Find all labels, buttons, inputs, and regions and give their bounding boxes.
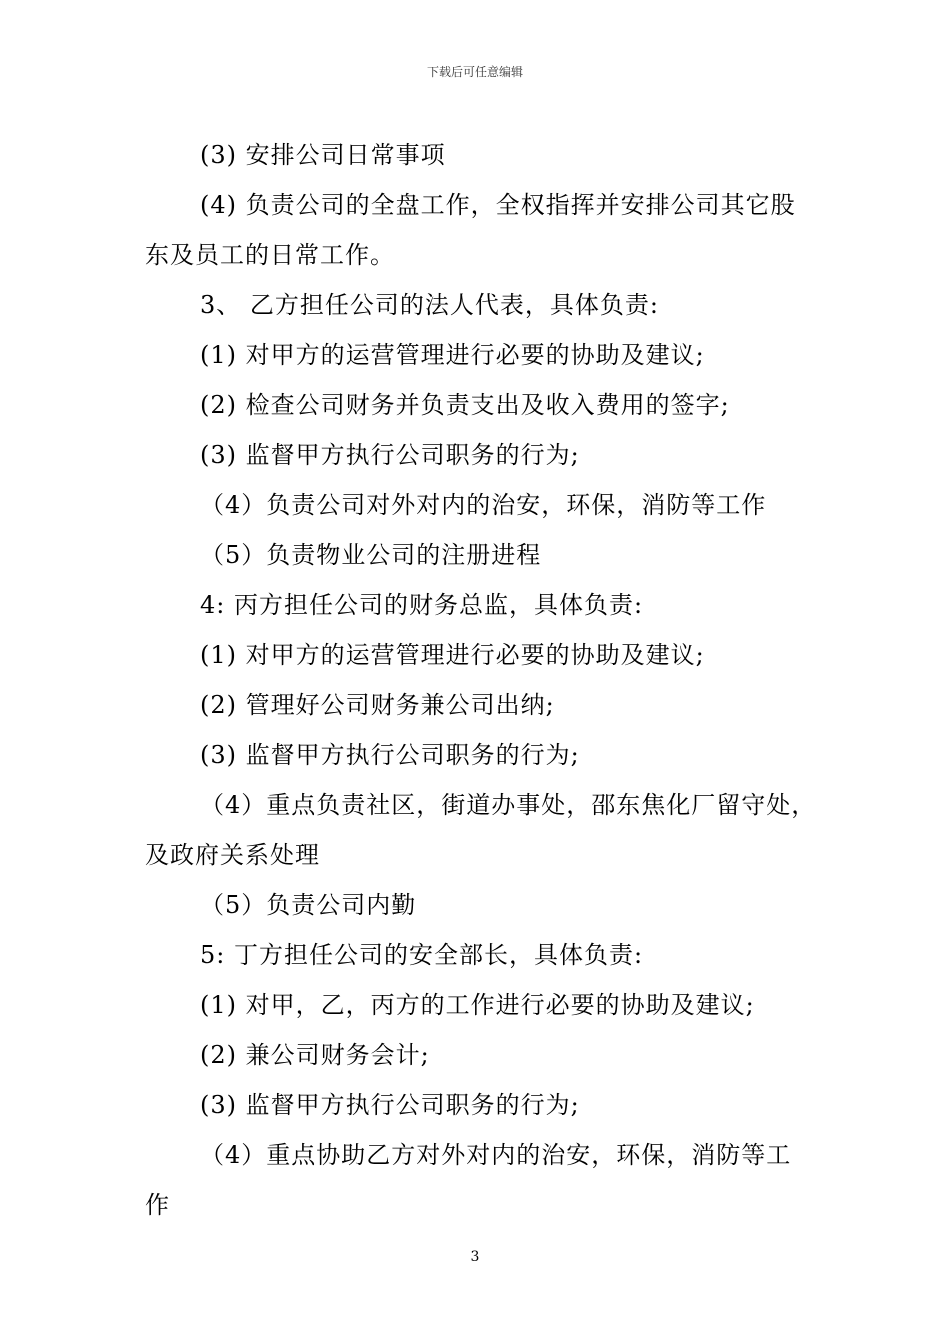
paragraph-line: (2) 兼公司财务会计;: [200, 1041, 430, 1069]
paragraph-line: (3) 监督甲方执行公司职务的行为;: [200, 741, 580, 769]
paragraph-line: (1) 对甲方的运营管理进行必要的协助及建议;: [200, 341, 705, 369]
paragraph-line: （5）负责公司内勤: [200, 891, 417, 919]
document-body: [145, 130, 817, 1230]
section-heading: 3、 乙方担任公司的法人代表，具体负责:: [200, 291, 659, 319]
paragraph-line: （4）重点协助乙方对外对内的治安，环保，消防等工: [200, 1141, 792, 1169]
paragraph-line: （5）负责物业公司的注册进程: [200, 541, 542, 569]
paragraph-line: 及政府关系处理: [145, 841, 320, 869]
paragraph-line: （4）负责公司对外对内的治安，环保，消防等工作: [200, 491, 767, 519]
page-number: 3: [470, 1249, 480, 1265]
paragraph-line: 东及员工的日常工作。: [145, 241, 395, 269]
paragraph-line: (1) 对甲，乙，丙方的工作进行必要的协助及建议;: [200, 991, 755, 1019]
paragraph-line: (3) 监督甲方执行公司职务的行为;: [200, 1091, 580, 1119]
paragraph-line: （4）重点负责社区，街道办事处，邵东焦化厂留守处，: [200, 791, 817, 819]
paragraph-line: (2) 管理好公司财务兼公司出纳;: [200, 691, 555, 719]
paragraph-line: (3) 监督甲方执行公司职务的行为;: [200, 441, 580, 469]
paragraph-line: (3) 安排公司日常事项: [200, 141, 446, 169]
paragraph-line: (4) 负责公司的全盘工作，全权指挥并安排公司其它股: [200, 191, 796, 219]
section-heading: 5: 丁方担任公司的安全部长，具体负责:: [200, 941, 644, 969]
paragraph-line: (2) 检查公司财务并负责支出及收入费用的签字;: [200, 391, 730, 419]
paragraph-line: (1) 对甲方的运营管理进行必要的协助及建议;: [200, 641, 705, 669]
paragraph-line: 作: [145, 1191, 170, 1219]
page-header: 下载后可任意编辑: [426, 65, 523, 79]
section-heading: 4: 丙方担任公司的财务总监，具体负责:: [200, 591, 644, 619]
